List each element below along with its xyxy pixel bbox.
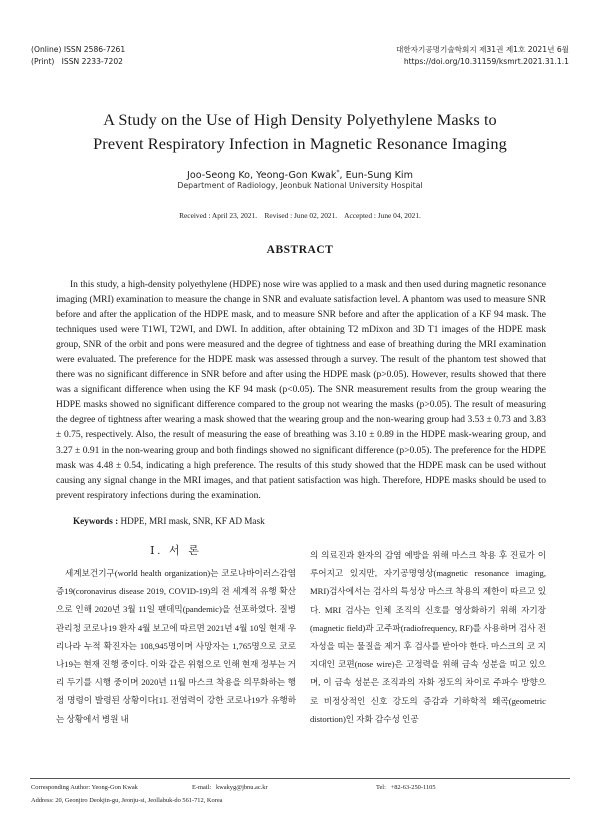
title-line-2: Prevent Respiratory Infection in Magnetic Resonance Imaging [93,134,507,153]
print-issn: (Print) ISSN 2233-7202 [31,57,123,66]
submission-dates: Received : April 23, 2021. Revised : June 02, 2021. Accepted : June 04, 2021. [179,211,421,220]
doi-link[interactable]: https://doi.org/10.31159/ksmrt.2021.31.1.1 [403,57,569,66]
issn-block [31,44,125,68]
keywords [73,515,265,527]
footer-divider [30,778,570,779]
abstract-heading: ABSTRACT [266,244,334,256]
author-address: Address: 20, Geonjiro Deokjin-gu, Jeonju-si, Jeollabuk-do 561-712, Korea [31,797,223,804]
authors-tail: , Eun-Sung Kim [339,170,413,182]
abstract-body: In this study, a high-density polyethylene (HDPE) nose wire was applied to a mask and then used during magnetic resonance imaging (MRI) examination to measure the change in SNR and evaluate satisfaction level. A phantom was used to measure SNR before and after the application of the HDPE mask, and to measure SNR before and after the application of a KF 94 mask. The techniques used were T1WI, T2WI, and DWI. In addition, after obtaining T2 mDixon and 3D T1 images of the HDPE mask group, SNR of the orbit and pons were measured and the degree of tightness and ease of breathing during the MRI examination were evaluated. The preference for the HDPE mask was assessed through a survey. The result of the phantom test showed that there was no significant difference in SNR before and after using the HDPE mask (p>0.05). However, results showed that there was a significant difference when using the KF 94 mask (p<0.05). The SNR measurement results from the group wearing the HDPE masks showed no significant difference compared to the group not wearing the masks (p>0.05). The result of measuring the degree of tightness after wearing a mask showed that the wearing group and the non-wearing group had 3.53 ± 0.73 and 3.83 ± 0.75, respectively. Also, the result of measuring the ease of breathing was 3.10 ± 0.89 in the HDPE mask-wearing group, and 3.27 ± 0.91 in the non-wearing group and both findings showed no significant difference (p>0.05). The preference for the HDPE mask was 4.48 ± 0.54, indicating a high preference. The results of this study showed that the HDPE mask can be used without causing any signal change in the MRI images, and that patient satisfaction was high. Therefore, HDPE masks should be used to prevent respiratory infections during the examination. [56,280,546,501]
journal-info-block [396,44,569,68]
author-phone: Tel: +82-63-250-1105 [376,784,436,791]
section-heading-introduction: Ⅰ. 서 론 [150,545,202,557]
online-issn: (Online) ISSN 2586-7261 [31,45,126,54]
intro-left-column: 세계보건기구(world health organization)는 코로나바이러스감염증19(coronavirus disease 2019, COVID-19)의 전 세계적 유행 확산으로 인해 2020년 3월 11일 팬데믹(pandemic)을 선포하였다. 질병관리청 코로나19 환자 4월 보고에 따르면 2021년 4월 10일 현재 우리나라 누적 확진자는 108,945명이며 사망자는 1,765명으로 코로나19는 현재 진행 중이다. 이와 같은 위험으로 인해 현재 정부는 거리 두기를 시행 중이며 2020년 11월 마스크 착용을 의무화하는 행정 명령이 발령된 상황이다[1]. 전염력이 강한 코로나19가 유행하는 상황에서 병원 내 [56,568,296,724]
author-email[interactable]: E-mail: kwakyg@jbnu.ac.kr [192,784,268,791]
intro-right-column: 의 의료진과 환자의 감염 예방을 위해 마스크 착용 후 진료가 이루어지고 있지만, 자기공명영상(magnetic resonance imaging, MRI)검사에서는 검사의 특성상 마스크 착용의 제한이 따르고 있다. MRI 검사는 인체 조직의 신호를 영상화하기 위해 자기장(magnetic field)과 고주파(radiofrequency, RF)를 사용하며 검사 전 자성을 띠는 물질을 제거 후 검사를 받아야 한다. 마스크의 코 지지대인 코편(nose wire)은 고정력을 위해 금속 성분을 띠고 있으며, 이 금속 성분은 조직과의 자화 정도의 차이로 주파수 방향으로 비정상적인 신호 강도의 증감과 기하학적 왜곡(geometric distortion)인 자화 감수성 인공 [310,550,546,724]
authors-main: Joo-Seong Ko, Yeong-Gon Kwak [187,170,337,182]
title-line-1: A Study on the Use of High Density Polyethylene Masks to [103,110,497,129]
affiliation: Department of Radiology, Jeonbuk National University Hospital [177,181,423,190]
paper-title [30,108,570,156]
journal-volume-line: 대한자기공명기술학회지 제31권 제1호 2021년 6월 [395,45,569,54]
corresponding-author: Corresponding Author: Yeong-Gon Kwak [31,784,138,791]
keywords-list: HDPE, MRI mask, SNR, KF AD Mask [118,516,265,526]
corresponding-mark: * [336,169,340,176]
keywords-label: Keywords : [73,516,119,526]
